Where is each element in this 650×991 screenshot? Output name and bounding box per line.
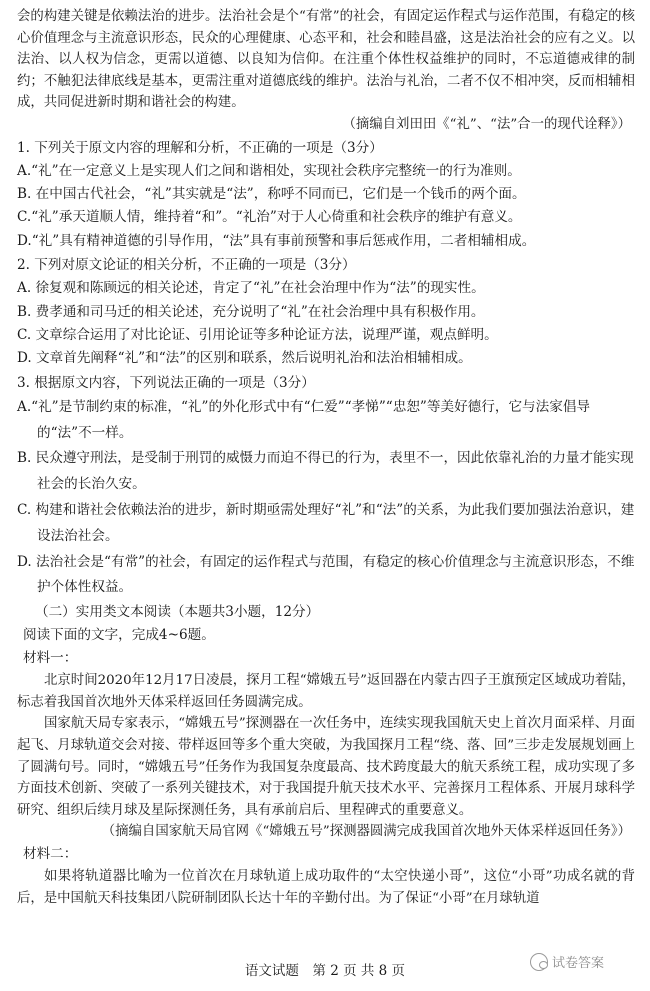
question-stem: 2. 下列对原文论证的相关分析，不正确的一项是（3分） <box>17 257 356 274</box>
material-1-paragraph: 国家航天局专家表示，“嫦娥五号”探测器在一次任务中，连续实现我国航天史上首次月面采样、月面起飞、月球轨道交会对接、带样返回等多个重大突破，为我国探月工程“绕、落、回”三步走发展规划画上了圆满句号。同时，“嫦娥五号”任务作为我国复杂度最高、技术跨度最大的航天系统工程，成功实现了多方面技术创新、突破了一系列关键技术，对于我国提升航天技术水平、完善探月工程体系、开展月球科学研究、组织后续月球及星际探测任务，具有承前启后、里程碑式的重要意义。 <box>17 716 635 818</box>
option-c: C. 构建和谐社会依赖法治的进步，新时期亟需处理好“礼”和“法”的关系，为此我们要加强法治意识，建设法治社会。 <box>17 502 635 544</box>
option-d: D. 文章首先阐释“礼”和“法”的区别和联系，然后说明礼治和法治相辅相成。 <box>17 350 472 367</box>
question-stem: 1. 下列关于原文内容的理解和分析，不正确的一项是（3分） <box>17 139 383 156</box>
option-c: C. 文章综合运用了对比论证、引用论证等多种论证方法，说理严谨，观点鲜明。 <box>17 326 498 343</box>
option-b: B. 费孝通和司马迁的相关论述，充分说明了“礼”在社会治理中具有积极作用。 <box>17 303 485 320</box>
material-2-paragraph: 如果将轨道器比喻为一位首次在月球轨道上成功取件的“太空快递小哥”，这位“小哥”功成名就的背后，是中国航天科技集团八院研制团队长达十年的辛勤付出。为了保证“小哥”在月球轨道 <box>17 868 635 906</box>
page-footer: 语文试题 第 2 页 共 8 页 <box>244 963 406 979</box>
watermark-text: 试卷答案 <box>552 956 605 971</box>
material-1-paragraph: 北京时间2020年12月17日凌晨，探月工程“嫦娥五号”返回器在内蒙古四子王旗预定区域成功着陆，标志着我国首次地外天体采样返回任务圆满完成。 <box>17 673 635 710</box>
question-3 <box>17 372 635 602</box>
option-a: A. 徐复观和陈顾远的相关论述，肯定了“礼”在社会治理中作为“法”的现实性。 <box>17 280 485 297</box>
question-stem: 3. 根据原文内容，下列说法正确的一项是（3分） <box>17 374 315 391</box>
option-a: A.“礼”是节制约束的标准，“礼”的外化形式中有“仁爱”“孝悌”“忠恕”等美好德行，它与法家倡导的“法”不一样。 <box>17 398 591 441</box>
option-d: D.“礼”具有精神道德的引导作用，“法”具有事前预警和事后惩戒作用，二者相辅相成。 <box>17 232 536 249</box>
option-b: B. 民众遵守刑法，是受制于刑罚的威慑力而迫不得已的行为，表里不一，因此依靠礼治的力量才能实现社会的长治久安。 <box>17 450 634 493</box>
section-instruction: 阅读下面的文字，完成4~6题。 <box>23 627 215 644</box>
option-b: B. 在中国古代社会，“礼”其实就是“法”，称呼不同而已，它们是一个钱币的两个面。 <box>17 186 526 203</box>
question-1 <box>17 137 635 253</box>
option-d: D. 法治社会是“有常”的社会，有固定的运作程式与范围，有稳定的核心价值理念与主流意识形态，不维护个体性权益。 <box>17 553 635 596</box>
question-2 <box>17 254 635 370</box>
exam-page <box>17 6 635 909</box>
material-1-label: 材料一： <box>23 650 78 667</box>
intro-paragraph: 会的构建关键是依赖法治的进步。法治社会是个“有常”的社会，有固定运作程式与运作范围，有稳定的核心价值理念与主流意识形态，民众的心理健康、心态平和，社会和睦昌盛，这是法治社会的应有之义。以法治、以人权为信念，更需以道德、以良知为信仰。在注重个体性权益维护的同时，不忘道德戒律的制约；不触犯法律底线是基本，更需注重对道德底线的维护。法治与礼治，二者不仅不相冲突，反而相辅相成，共同促进新时期和谐社会的构建。 <box>17 9 635 111</box>
material-2-label: 材料二： <box>23 845 78 862</box>
option-c: C.“礼”承天道顺人情，维持着“和”。“礼治”对于人心倚重和社会秩序的维护有意义。 <box>17 209 522 226</box>
material-1-source: （摘编自国家航天局官网《“嫦娥五号”探测器圆满完成我国首次地外天体采样返回任务》） <box>101 824 631 840</box>
option-a: A.“礼”在一定意义上是实现人们之间和谐相处，实现社会秩序完整统一的行为准则。 <box>17 162 521 179</box>
intro-source: （摘编自刘田田《“礼”、“法”合一的现代诠释》） <box>342 116 631 132</box>
watermark <box>530 952 604 971</box>
wechat-icon <box>530 953 548 971</box>
section-title: （二）实用类文本阅读（本题共3小题，12分） <box>35 604 320 621</box>
